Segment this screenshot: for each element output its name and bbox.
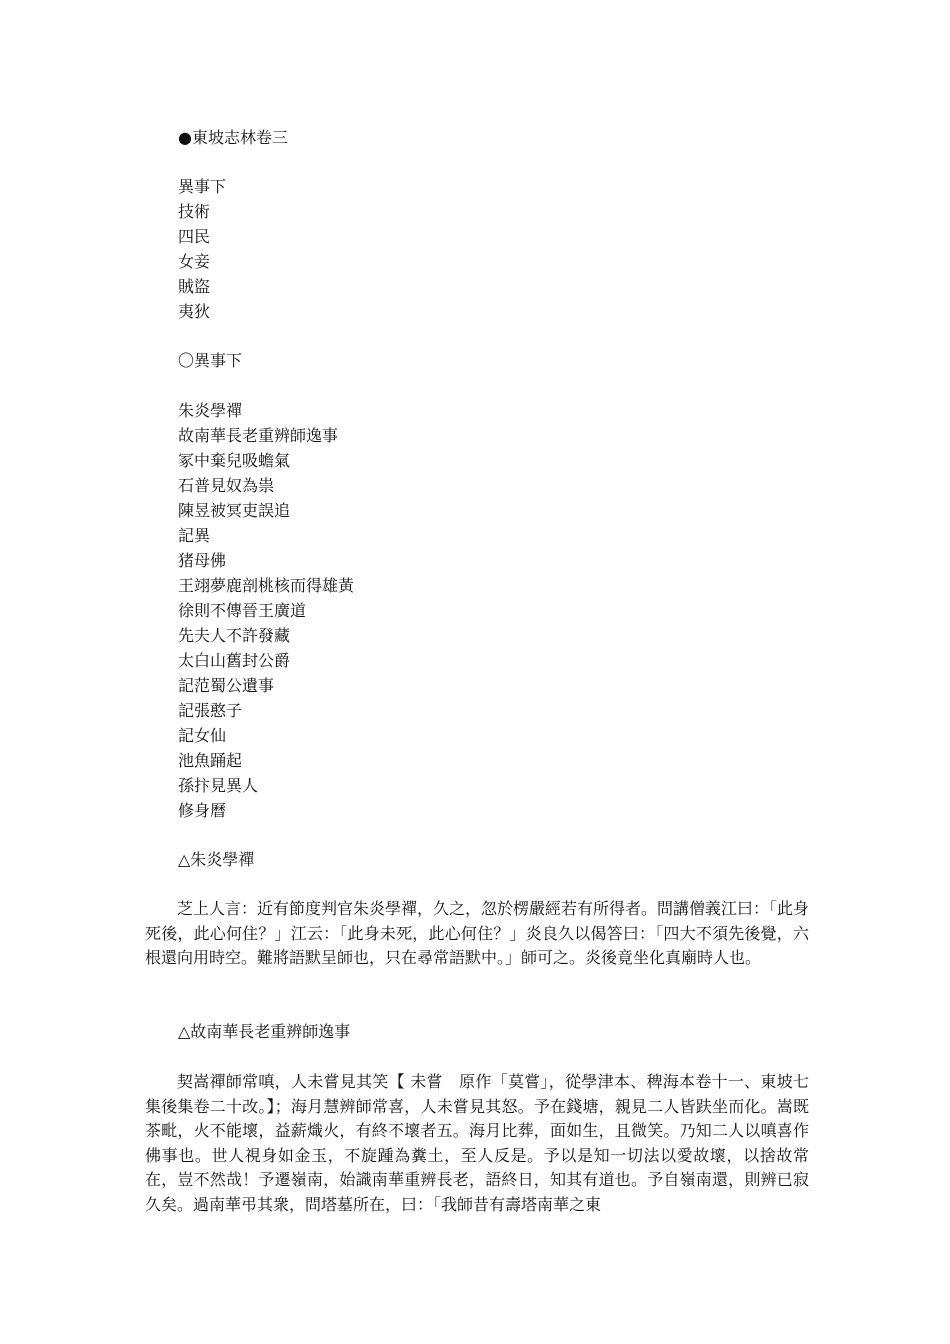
section-toc-item: 記女仙 (178, 726, 227, 745)
section-toc-item: 朱炎學禪 (178, 401, 243, 420)
section-toc-item: 孫抃見異人 (178, 776, 259, 795)
volume-toc-item: 賊盜 (178, 277, 211, 296)
section-toc-item: 冢中棄兒吸蟾氣 (178, 451, 291, 470)
section-toc-item: 太白山舊封公爵 (178, 651, 291, 670)
section-toc-item: 猪母佛 (178, 551, 227, 570)
volume-toc-item: 夷狄 (178, 302, 211, 321)
section-toc-item: 徐則不傳晉王廣道 (178, 601, 307, 620)
section-toc-item: 修身曆 (178, 801, 227, 820)
section-toc-item: 記異 (178, 526, 211, 545)
article-heading: △朱炎學禪 (178, 850, 255, 869)
section-toc-item: 陳昱被冥吏誤追 (178, 501, 291, 520)
article-body: 契嵩禪師常嗔，人未嘗見其笑【 未嘗 原作「莫嘗」，從學津本、稗海本卷十一、東坡七集後集卷二十改。】；海月慧辨師常喜，人未嘗見其怒。予在錢塘，親見二人皆趺坐而化。嵩既茶毗，火不能壞，益薪熾火，有終不壞者五。海月比葬，面如生，且微笑。乃知二人以嗔喜作佛事也。世人視身如金玉，不旋踵為糞土，至人反是。予以是知一切法以愛故壞，以捨故常在，豈不然哉！予遷嶺南，始識南華重辨長老，語終日，知其有道也。予自嶺南還，則辨已寂久矣。過南華弔其衆，問塔墓所在，曰：「我師昔有壽塔南華之東 (145, 1072, 809, 1214)
article-heading: △故南華長老重辨師逸事 (178, 1022, 351, 1041)
section-toc-item: 先夫人不許發藏 (178, 626, 291, 645)
section-toc-item: 石普見奴為祟 (178, 476, 275, 495)
section-toc-item: 記張憨子 (178, 701, 243, 720)
section-toc-item: 池魚踊起 (178, 751, 243, 770)
volume-toc-item: 技術 (178, 202, 211, 221)
volume-toc-item: 四民 (178, 227, 211, 246)
section-toc-item: 王翊夢鹿剖桃核而得雄黃 (178, 576, 355, 595)
section-heading: 〇異事下 (178, 351, 243, 370)
volume-toc-item: 女妾 (178, 252, 211, 271)
volume-toc-item: 異事下 (178, 177, 227, 196)
section-toc-item: 記范蜀公遺事 (178, 676, 275, 695)
book-title: ●東坡志林卷三 (178, 128, 288, 147)
section-toc-item: 故南華長老重辨師逸事 (178, 426, 339, 445)
article-body: 芝上人言：近有節度判官朱炎學禪，久之，忽於楞嚴經若有所得者。問講僧義江曰：「此身死後，此心何住？」江云：「此身未死，此心何住？」炎良久以偈答曰：「四大不須先後覺，六根還向用時空。難將語默呈師也，只在尋常語默中。」師可之。炎後竟坐化真廟時人也。 (145, 899, 810, 967)
